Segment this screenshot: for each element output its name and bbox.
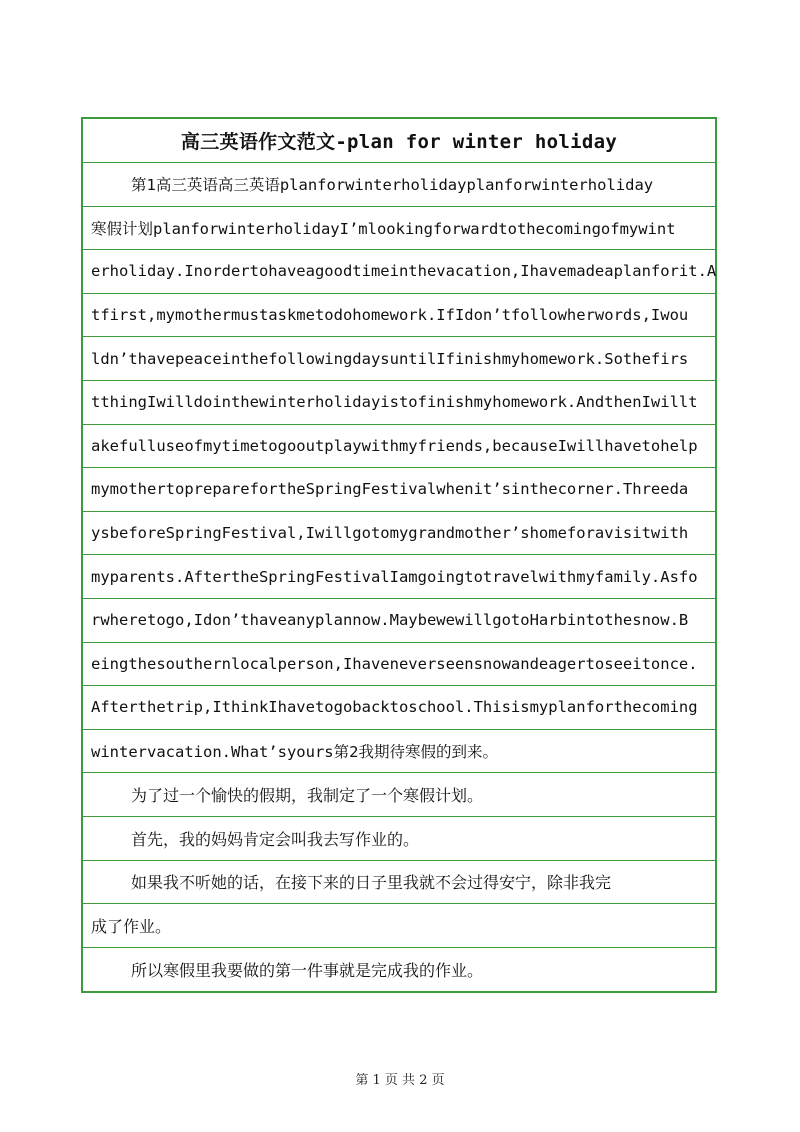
text-line: 首先，我的妈妈肯定会叫我去写作业的。 xyxy=(83,817,715,861)
text-line: rwheretogo,Idon’thaveanyplannow.MaybewewillgotoHarbintothesnow.B xyxy=(83,599,715,643)
text-line: tthingIwilldointhewinterholidayistofinishmyhomework.AndthenIwillt xyxy=(83,381,715,425)
text-line: tfirst,mymothermustaskmetodohomework.IfIdon’tfollowherwords,Iwou xyxy=(83,294,715,338)
text-line: 成了作业。 xyxy=(83,904,715,948)
text-line: Afterthetrip,IthinkIhavetogobacktoschool.Thisismyplanforthecoming xyxy=(83,686,715,730)
text-line: 所以寒假里我要做的第一件事就是完成我的作业。 xyxy=(131,960,484,980)
text-line: 第1高三英语高三英语planforwinterholidayplanforwinterholiday xyxy=(83,163,715,207)
text-line: akefulluseofmytimetogooutplaywithmyfriends,becauseIwillhavetohelp xyxy=(83,425,715,469)
text-line: eingthesouthernlocalperson,Ihaveneverseensnowandeagertoseeitonce. xyxy=(83,643,715,687)
text-line: ysbeforeSpringFestival,Iwillgotomygrandmother’shomeforavisitwith xyxy=(83,512,715,556)
text-line: wintervacation.What’syours第2我期待寒假的到来。 xyxy=(83,730,715,774)
text-line: 寒假计划planforwinterholidayI’mlookingforwardtothecomingofmywint xyxy=(83,207,715,251)
text-line: 为了过一个愉快的假期，我制定了一个寒假计划。 xyxy=(83,773,715,817)
text-line: erholiday.Inordertohaveagoodtimeinthevacation,Ihavemadeaplanforit.A xyxy=(83,250,715,294)
document-title: 高三英语作文范文-plan for winter holiday xyxy=(83,119,715,163)
text-line: 如果我不听她的话，在接下来的日子里我就不会过得安宁，除非我完 xyxy=(83,861,715,905)
page-footer: 第 1 页 共 2 页 xyxy=(355,1073,445,1088)
text-line: mymothertopreparefortheSpringFestivalwhenit’sinthecorner.Threeda xyxy=(83,468,715,512)
text-line: ldn’thavepeaceinthefollowingdaysuntilIfinishmyhomework.Sothefirs xyxy=(83,337,715,381)
text-line: myparents.AftertheSpringFestivalIamgoingtotravelwithmyfamily.Asfo xyxy=(83,555,715,599)
document-table xyxy=(81,117,717,993)
